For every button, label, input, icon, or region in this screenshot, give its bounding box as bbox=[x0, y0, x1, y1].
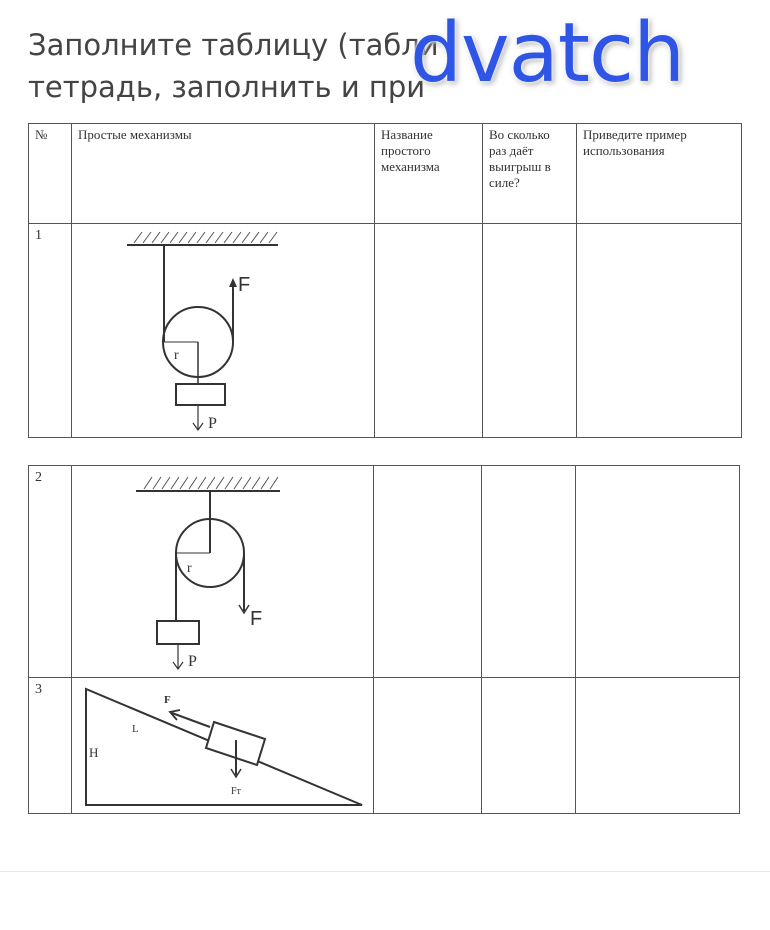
row-2-gain-cell[interactable] bbox=[482, 466, 576, 678]
table-row-1 bbox=[29, 224, 742, 438]
force-label: F bbox=[250, 608, 263, 630]
weight-arrow bbox=[173, 644, 183, 669]
movable-pulley-diagram bbox=[72, 224, 374, 436]
length-label: L bbox=[132, 723, 139, 735]
height-label: H bbox=[89, 745, 99, 760]
radius-label: r bbox=[187, 561, 192, 576]
header-num: № bbox=[29, 124, 72, 224]
weight-label: P bbox=[188, 653, 197, 670]
row-1-name-cell[interactable] bbox=[375, 224, 483, 438]
ceiling-support bbox=[136, 477, 280, 491]
radius-label: r bbox=[174, 348, 179, 363]
pull-force-label: F bbox=[164, 694, 171, 706]
load-block bbox=[157, 621, 199, 644]
row-3-name-cell[interactable] bbox=[374, 678, 482, 814]
row-3-figure-cell bbox=[72, 678, 374, 814]
load-block bbox=[176, 384, 225, 405]
row-1-example-cell[interactable] bbox=[577, 224, 742, 438]
row-2-figure-cell bbox=[72, 466, 374, 678]
table-header-row bbox=[29, 124, 742, 224]
row-1-gain-cell[interactable] bbox=[483, 224, 577, 438]
task-heading-line-2: тетрадь, заполнить и при bbox=[28, 70, 426, 104]
row-3-gain-cell[interactable] bbox=[482, 678, 576, 814]
row-3-example-cell[interactable] bbox=[576, 678, 740, 814]
row-2-example-cell[interactable] bbox=[576, 466, 740, 678]
row-2-name-cell[interactable] bbox=[374, 466, 482, 678]
pull-force-arrow bbox=[170, 710, 210, 727]
gravity-label: Fт bbox=[231, 786, 241, 797]
header-example: Приведите пример использования bbox=[577, 124, 742, 224]
force-label: F bbox=[238, 274, 251, 296]
row-2-num: 2 bbox=[29, 466, 72, 678]
weight-label: P bbox=[208, 415, 217, 432]
ceiling-support bbox=[127, 232, 278, 245]
header-name: Название простого механизма bbox=[375, 124, 483, 224]
force-arrow bbox=[229, 278, 237, 287]
table-row-2 bbox=[29, 466, 740, 678]
mechanisms-table-2 bbox=[28, 465, 740, 814]
bottom-divider bbox=[0, 871, 770, 872]
inclined-plane-diagram bbox=[72, 678, 373, 812]
table-row-3 bbox=[29, 678, 740, 814]
force-arrow bbox=[239, 553, 249, 613]
mechanisms-table-1 bbox=[28, 123, 742, 438]
row-1-num: 1 bbox=[29, 224, 72, 438]
header-gain: Во сколько раз даёт выигрыш в силе? bbox=[483, 124, 577, 224]
weight-arrow bbox=[193, 405, 203, 430]
fixed-pulley-diagram bbox=[72, 466, 373, 676]
header-mechanisms: Простые механизмы bbox=[72, 124, 375, 224]
row-1-figure-cell bbox=[72, 224, 375, 438]
task-heading-line-1: Заполните таблицу (табли bbox=[28, 28, 439, 62]
watermark-logo: dvatch bbox=[410, 6, 685, 101]
row-3-num: 3 bbox=[29, 678, 72, 814]
